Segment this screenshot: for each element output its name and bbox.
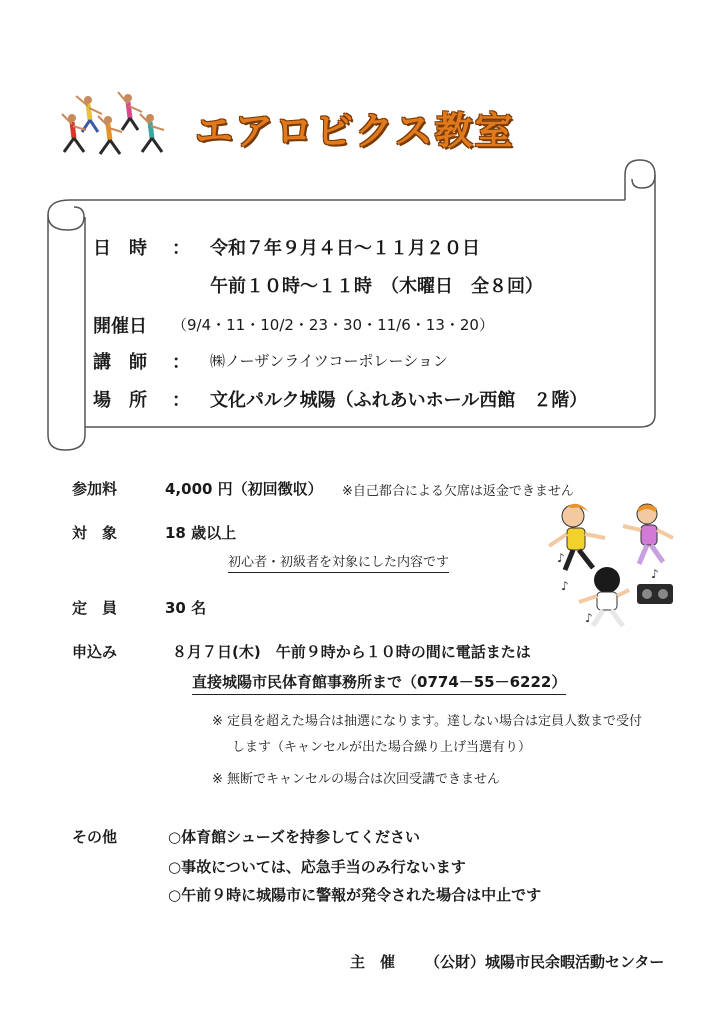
target-value: 18 歳以上: [165, 524, 237, 542]
figure-front-middle: [98, 116, 122, 154]
datetime-label: 日 時: [93, 238, 147, 259]
figure-back-right: [118, 92, 142, 130]
venue-name: 文化パルク城陽（ふれあいホール西館 ２階）: [210, 390, 588, 411]
application-label: 申込み: [72, 643, 118, 661]
instructor-label: 講 師: [93, 352, 147, 373]
target-subtext: 初心者・初級者を対象にした内容です: [228, 551, 449, 573]
other-item-1: ○体育館シューズを持参してください: [168, 828, 421, 846]
capacity-label: 定 員: [72, 599, 118, 617]
venue-colon: ：: [172, 390, 190, 411]
svg-text:♪: ♪: [557, 551, 565, 565]
organizer-label: 主 催: [350, 953, 396, 971]
date-range: 令和７年９月４日～１１月２０日: [210, 238, 480, 259]
capacity-value: 30 名: [165, 599, 207, 617]
fee-value: 4,000 円（初回徴収）: [165, 480, 323, 498]
application-line2: 直接城陽市民体育館事務所まで（0774－55－6222）: [192, 671, 566, 695]
application-line1: ８月７日(木) 午前９時から１０時の間に電話または: [172, 643, 531, 661]
organizer-name: （公財）城陽市民余暇活動センター: [425, 953, 665, 971]
page-title: エアロビクス教室: [195, 109, 515, 153]
figure-back-left: [76, 96, 102, 132]
svg-text:♪: ♪: [561, 579, 569, 593]
other-item-3: ○午前９時に城陽市に警報が発令された場合は中止です: [168, 886, 542, 904]
svg-text:♪: ♪: [585, 611, 593, 625]
dancers-illustration: [545, 498, 680, 628]
svg-text:♪: ♪: [651, 567, 659, 581]
application-note1b: します（キャンセルが出た場合繰り上げ当選有り）: [232, 740, 532, 755]
figure-front-right: [140, 114, 164, 152]
instructor-name: ㈱ノーザンライツコーポレーション: [210, 352, 448, 370]
other-item-2: ○事故については、応急手当のみ行ないます: [168, 858, 466, 876]
venue-label: 場 所: [93, 390, 147, 411]
fee-label: 参加料: [72, 480, 118, 498]
dates-label: 開催日: [93, 316, 147, 337]
instructor-colon: ：: [172, 352, 190, 373]
fee-note: ※自己都合による欠席は返金できません: [342, 484, 574, 499]
aerobics-figures-illustration: [58, 88, 178, 158]
figure-front-left: [62, 114, 86, 152]
application-note2: ※ 無断でキャンセルの場合は次回受講できません: [212, 772, 501, 787]
time-range: 午前１０時～１１時 （木曜日 全８回）: [210, 276, 543, 297]
application-note1a: ※ 定員を超えた場合は抽選になります。達しない場合は定員人数まで受付: [212, 714, 642, 729]
dates-list: （9/4・11・10/2・23・30・11/6・13・20）: [172, 316, 494, 334]
other-label: その他: [72, 828, 118, 846]
target-label: 対 象: [72, 524, 118, 542]
datetime-colon: ：: [172, 238, 190, 259]
